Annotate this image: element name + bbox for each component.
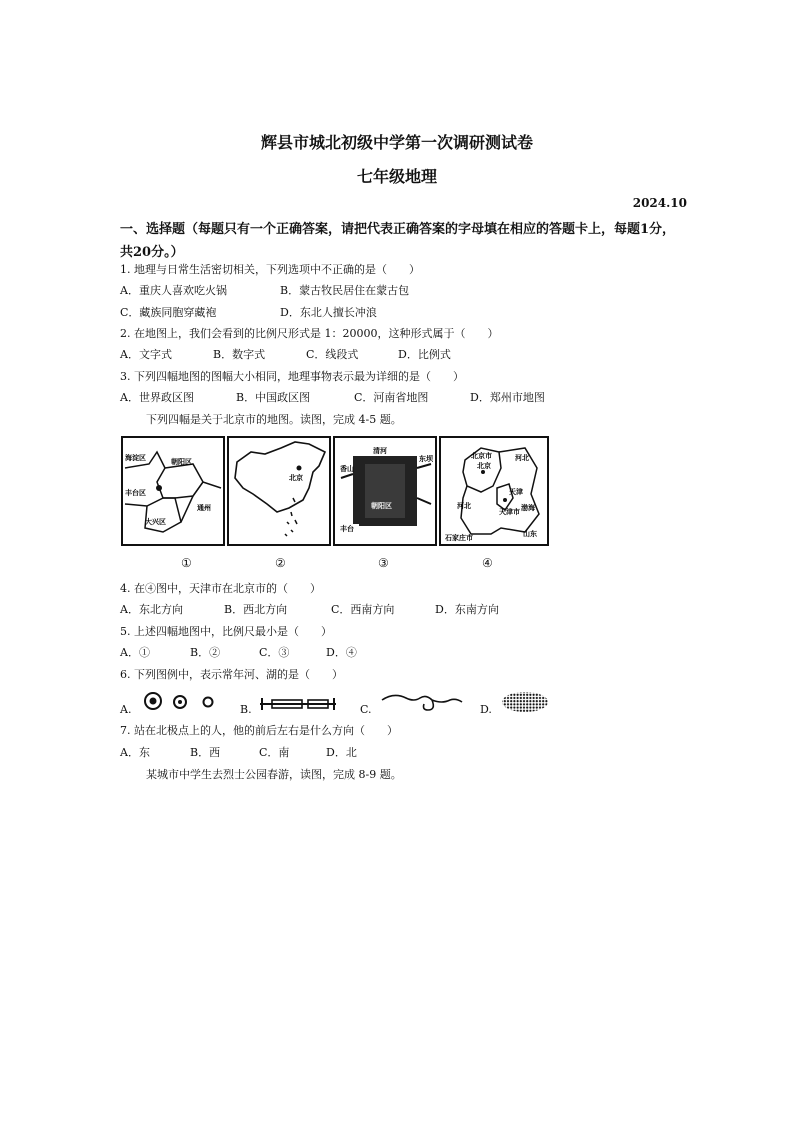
intro-questions-8-9: 某城市中学生去烈士公园春游，读图，完成 8-9 题。 <box>146 768 402 781</box>
question-5-option-d: D．④ <box>326 646 357 659</box>
question-6-option-d: D. <box>480 703 492 716</box>
question-6-option-a: A. <box>120 703 132 716</box>
page-subtitle: 七年级地理 <box>356 167 437 186</box>
map-1-beijing-districts <box>121 436 225 546</box>
question-5-stem: 5. 上述四幅地图中，比例尺最小是（ ） <box>120 625 332 638</box>
question-2-stem: 2. 在地图上，我们会看到的比例尺形式是 1：20000，这种形式属于（ ） <box>120 327 499 340</box>
question-6-stem: 6. 下列图例中，表示常年河、湖的是（ ） <box>120 668 343 681</box>
question-4-option-d: D．东南方向 <box>435 603 499 616</box>
map-3-label: 丰台 <box>340 525 354 533</box>
question-1-option-b: B．蒙古牧民居住在蒙古包 <box>280 284 410 297</box>
map-number-1: ① <box>181 556 192 570</box>
question-3-option-a: A．世界政区图 <box>120 391 194 404</box>
map-1-label: 朝阳区 <box>171 458 192 466</box>
map-3-label: 清河 <box>373 447 387 455</box>
question-7-option-b: B．西 <box>190 746 221 759</box>
map-3-beijing-urban <box>333 436 437 546</box>
legend-symbols-a <box>142 690 222 716</box>
legend-symbol-railway <box>258 694 338 718</box>
question-4-option-c: C．西南方向 <box>331 603 395 616</box>
map-1-label: 大兴区 <box>145 518 166 526</box>
map-1-label: 海淀区 <box>125 454 146 462</box>
question-2-option-b: B．数字式 <box>213 348 266 361</box>
question-2-option-d: D．比例式 <box>398 348 451 361</box>
map-4-label: 天津市 <box>499 508 520 516</box>
map-number-4: ④ <box>482 556 493 570</box>
exam-date: 2024.10 <box>632 196 687 210</box>
question-5-option-a: A．① <box>120 646 150 659</box>
map-4-label: 渤海 <box>521 504 535 512</box>
question-3-option-b: B．中国政区图 <box>236 391 311 404</box>
map-3-label: 香山 <box>340 465 354 473</box>
question-4-stem: 4. 在④图中，天津市在北京市的（ ） <box>120 582 321 595</box>
map-number-3: ③ <box>378 556 389 570</box>
legend-symbol-river-lake <box>380 690 464 720</box>
page-title: 辉县市城北初级中学第一次调研测试卷 <box>260 133 533 152</box>
map-4-label: 河北 <box>457 502 471 510</box>
map-2-label: 北京 <box>289 474 303 482</box>
question-3-option-c: C．河南省地图 <box>354 391 429 404</box>
question-4-option-b: B．西北方向 <box>224 603 288 616</box>
question-4-option-a: A．东北方向 <box>120 603 183 616</box>
question-7-option-c: C．南 <box>259 746 290 759</box>
question-7-option-d: D．北 <box>326 746 357 759</box>
question-1-option-d: D．东北人擅长冲浪 <box>280 306 377 319</box>
question-2-option-a: A．文字式 <box>120 348 172 361</box>
map-4-label: 河北 <box>515 454 529 462</box>
map-3-label: 东坝 <box>419 455 433 463</box>
map-4-label: 北京 <box>477 462 491 470</box>
map-4-beijing-region <box>439 436 549 546</box>
map-1-label: 通州 <box>197 504 211 512</box>
question-5-option-c: C．③ <box>259 646 290 659</box>
question-7-stem: 7. 站在北极点上的人，他的前后左右是什么方向（ ） <box>120 724 398 737</box>
section-heading: 一、选择题（每题只有一个正确答案，请把代表正确答案的字母填在相应的答题卡上，每题1分，共20分。） <box>120 222 676 260</box>
question-6-option-b: B. <box>240 703 252 716</box>
map-4-label: 山东 <box>523 530 537 538</box>
question-2-option-c: C．线段式 <box>306 348 359 361</box>
map-4-label: 北京市 <box>471 452 492 460</box>
map-2-china <box>227 436 331 546</box>
map-3-label: 朝阳区 <box>371 502 392 510</box>
question-1-option-c: C．藏族同胞穿藏袍 <box>120 306 217 319</box>
question-5-option-b: B．② <box>190 646 221 659</box>
intro-questions-4-5: 下列四幅是关于北京市的地图。读图，完成 4-5 题。 <box>146 413 402 426</box>
map-1-label: 丰台区 <box>125 489 146 497</box>
legend-symbol-marsh <box>500 690 550 718</box>
map-4-label: 石家庄市 <box>445 534 473 542</box>
beijing-maps-figure <box>121 436 549 548</box>
question-7-option-a: A．东 <box>120 746 150 759</box>
question-1-option-a: A．重庆人喜欢吃火锅 <box>120 284 227 297</box>
question-3-option-d: D．郑州市地图 <box>470 391 545 404</box>
question-6-option-c: C. <box>360 703 372 716</box>
map-4-label: 天津 <box>509 488 523 496</box>
question-3-stem: 3. 下列四幅地图的图幅大小相同，地理事物表示最为详细的是（ ） <box>120 370 464 383</box>
question-1-stem: 1. 地理与日常生活密切相关，下列选项中不正确的是（ ） <box>120 263 420 276</box>
map-number-2: ② <box>275 556 286 570</box>
